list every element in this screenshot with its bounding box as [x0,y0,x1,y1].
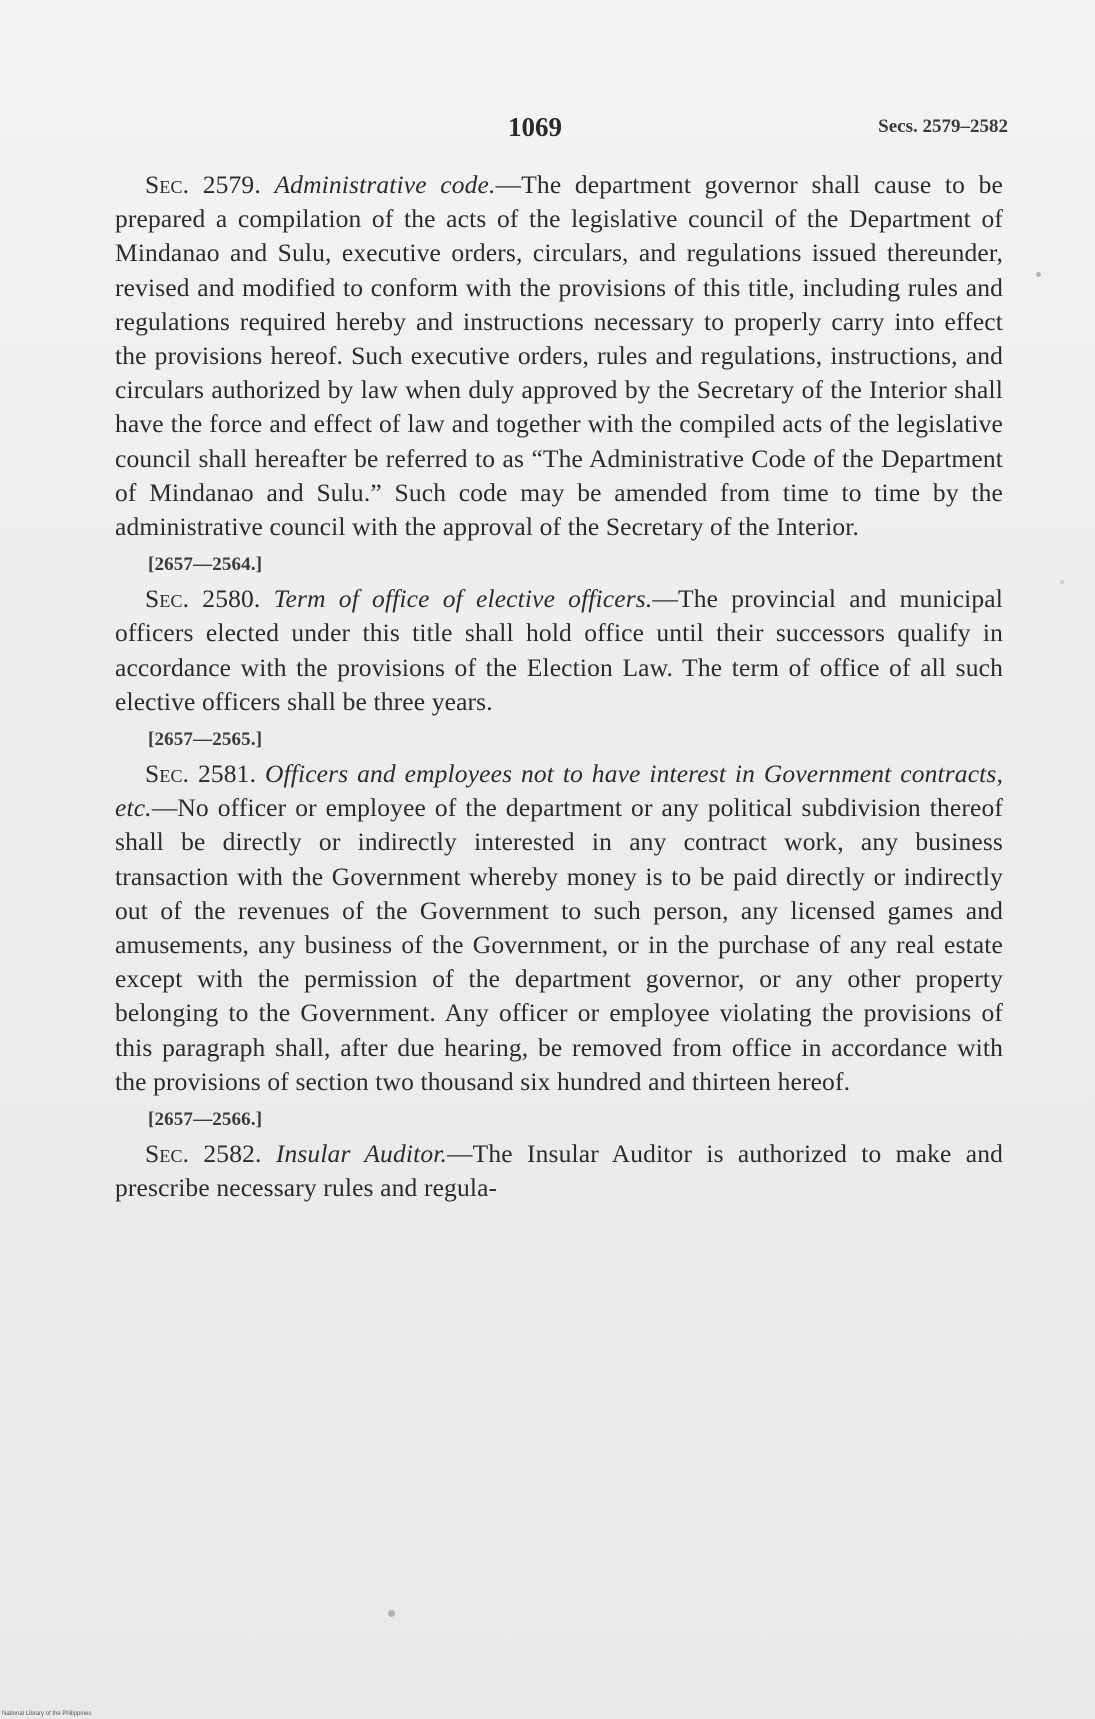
section-label: Sec. 2579. [145,170,261,199]
citation: [2657—2564.] [148,554,263,576]
scan-speck [388,1610,395,1617]
section-text: —The Insular Auditor is authorized to make and prescribe necessary rules and regula- [115,1139,1003,1203]
section-2579 [115,168,1003,544]
section-label: Sec. 2581. [145,759,257,789]
section-text: —The department governor shall cause to be prepared a compilation of the acts of the legislative council of the Department of Mindanao and Sulu, executive orders, circulars, and regulations issued thereunder, revised and modified to conform with the provisions of this title, including rules and regulations required hereby and instructions necessary to properly carry into effect the provisions hereof. Such executive orders, rules and regulations, instructions, and circulars authorized by law when duly approved by the Secretary of the Interior shall have the force and effect of law and together with the compiled acts of the legislative council shall hereafter be referred to as “The Administrative Code of the Department of Mindanao and Sulu.” Such code may be amended from time to time by the administrative council with the approval of the Secretary of the Interior. [115,170,1003,542]
page-header [0,112,1095,152]
section-label: Sec. 2582. [145,1139,262,1169]
citation: [2657—2566.] [148,1109,263,1131]
section-2582 [115,1137,1003,1205]
section-title: Administrative code. [274,170,496,199]
section-title: Insular Auditor. [275,1139,447,1169]
section-2580 [115,582,1003,719]
page-body [115,168,1003,1205]
section-2581 [115,757,1003,1099]
footer-note: National Library of the Philippines [2,1711,92,1717]
section-text: —The provincial and municipal officers elected under this title shall hold office until their successors qualify in accordance with the provisions of the Election Law. The term of office of all such elective officers shall be three years. [115,584,1004,716]
section-text: —No officer or employee of the department or any political subdivision thereof shall be directly or indirectly interested in any contract work, any business transaction with the Government whereby money is to be paid directly or indirectly out of the revenues of the Government to such person, any licensed games and amusements, any business of the Government, or in the purchase of any real estate except with the permission of the department governor, or any other property belonging to the Government. Any officer or employee violating the provisions of this paragraph shall, after due hearing, be removed from office in accordance with the provisions of section two thousand six hundred and thirteen hereof. [115,793,1003,1096]
scan-speck [1036,272,1041,277]
page-number: 1069 [508,112,562,142]
citation: [2657—2565.] [148,729,263,751]
scan-speck [1060,580,1064,584]
section-title: Officers and employees not to have interest in Government contracts, etc. [115,759,1003,823]
running-head-section-range: Secs. 2579–2582 [878,116,1008,137]
section-label: Sec. 2580. [145,584,261,614]
section-title: Term of office of elective officers. [273,584,653,614]
